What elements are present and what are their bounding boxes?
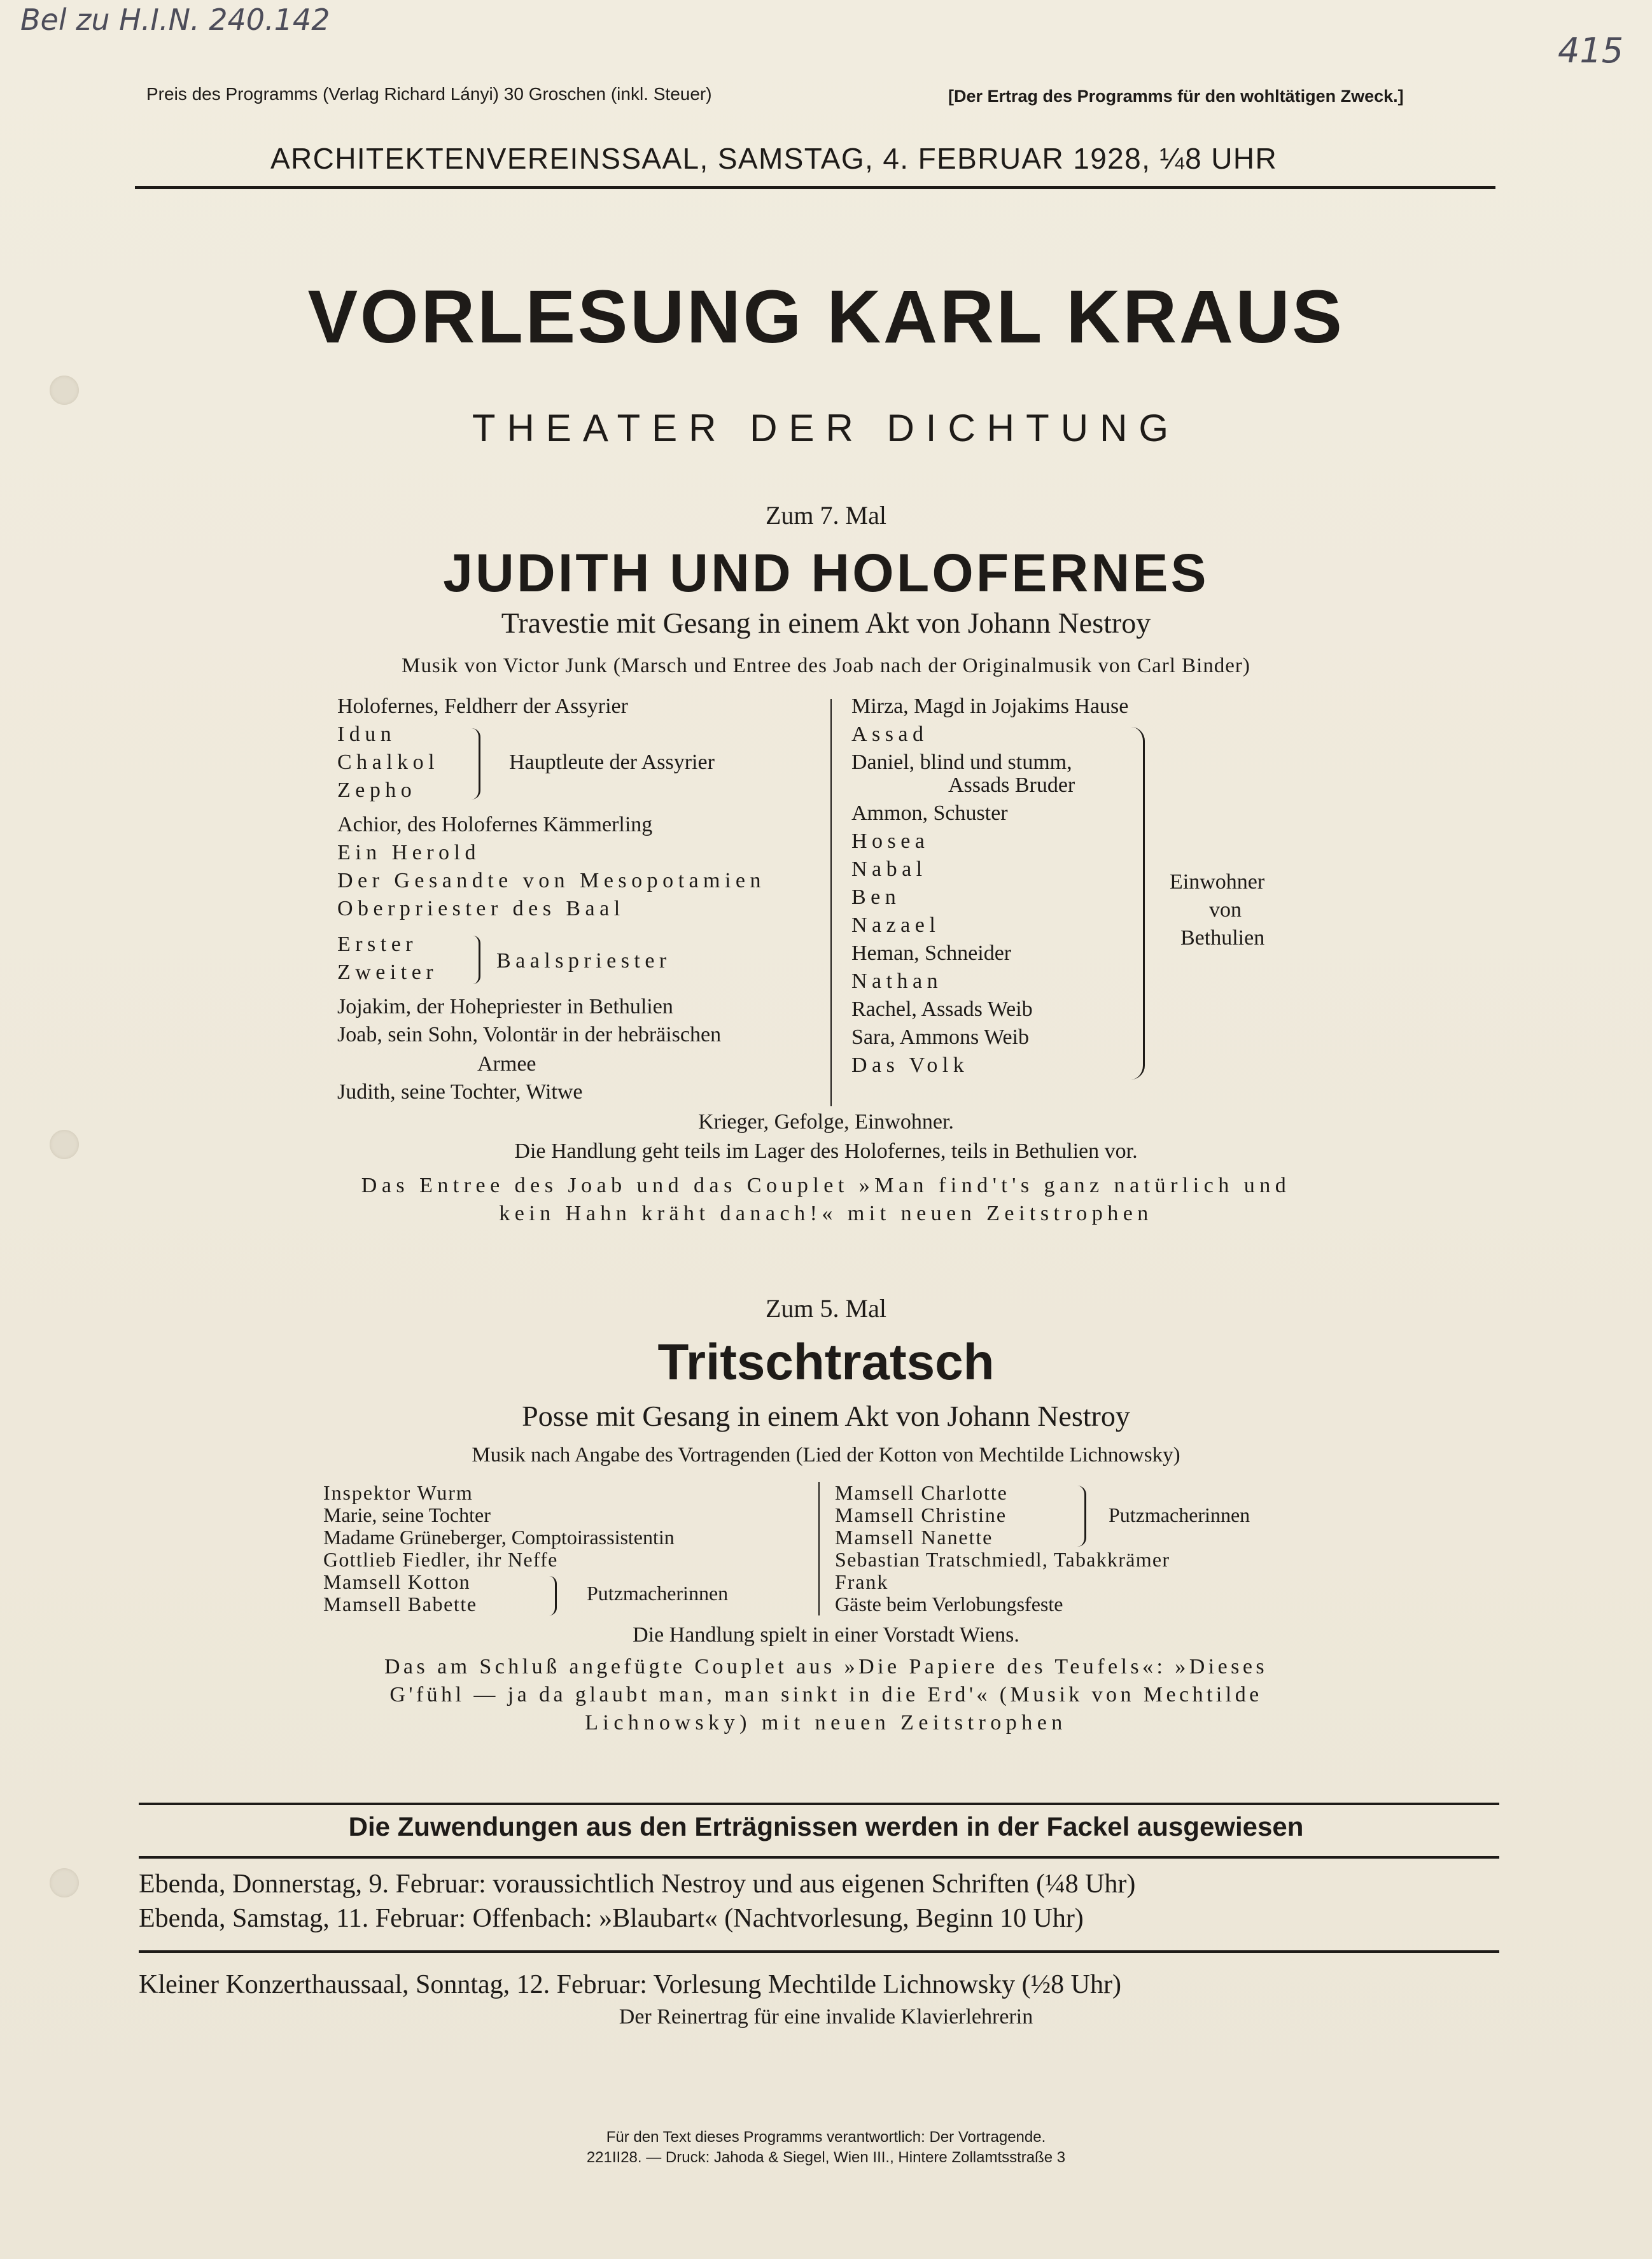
cast-heman: Heman, Schneider [851, 941, 1012, 965]
play1-music: Musik von Victor Junk (Marsch und Entree des Joab nach der Originalmusik von Carl Binder) [402, 654, 1250, 677]
imprint-line-1: Für den Text dieses Programms verantwortlich: Der Vortragende. [606, 2129, 1046, 2146]
play1-count: Zum 7. Mal [766, 501, 886, 530]
brace-putz-left [547, 1576, 557, 1615]
cast-mirza: Mirza, Magd in Jojakims Hause [851, 694, 1129, 718]
cast-nanette: Mamsell Nanette [835, 1526, 993, 1549]
cast-erster: Erster [337, 932, 418, 956]
event-3-note: Der Reinertrag für eine invalide Klavierlehrerin [619, 2005, 1033, 2029]
footer-rule-bottom [139, 1950, 1499, 1953]
play2-couplet-1: Das am Schluß angefügte Couplet aus »Die Papiere des Teufels«: »Dieses [384, 1655, 1268, 1678]
play1-title: JUDITH UND HOLOFERNES [443, 543, 1209, 603]
page-number: 415 [1558, 31, 1624, 71]
cast-nabal: Nabal [851, 857, 927, 881]
group-putz-right: Putzmacherinnen [1109, 1503, 1250, 1526]
cast-zweiter: Zweiter [337, 961, 438, 984]
cast-kotton: Mamsell Kotton [323, 1570, 471, 1593]
brace-captains [470, 728, 480, 799]
play1-couplet-2: kein Hahn kräht danach!« mit neuen Zeitstrophen [499, 1202, 1153, 1225]
cast-oberpriester: Oberpriester des Baal [337, 897, 625, 920]
cast-idun: Idun [337, 722, 396, 746]
play2-setting: Die Handlung spielt in einer Vorstadt Wiens. [633, 1623, 1019, 1647]
cast-joab: Joab, sein Sohn, Volontär in der hebräischen [337, 1023, 722, 1046]
cast-wurm: Inspektor Wurm [323, 1481, 473, 1504]
brace-priests [471, 936, 480, 984]
cast-daniel-cont: Assads Bruder [948, 773, 1075, 797]
imprint-line-2: 221II28. — Druck: Jahoda & Siegel, Wien III., Hintere Zollamtsstraße 3 [586, 2149, 1066, 2166]
cast-babette: Mamsell Babette [323, 1593, 477, 1615]
group-inhabitants-3: Bethulien [1180, 926, 1265, 950]
cast-sara: Sara, Ammons Weib [851, 1025, 1030, 1049]
cast-joab-cont: Armee [477, 1052, 536, 1076]
archive-mark: Bel zu H.I.N. 240.142 [20, 3, 330, 37]
brace-inhabitants [1129, 727, 1145, 1080]
proceeds-note: [Der Ertrag des Programms für den wohltätigen Zweck.] [948, 87, 1404, 106]
price-note: Preis des Programms (Verlag Richard Lányi) 30 Groschen (inkl. Steuer) [146, 84, 712, 104]
punch-hole-bottom [50, 1868, 79, 1897]
footer-rule-top [139, 1803, 1499, 1805]
cast-nazael: Nazael [851, 913, 941, 937]
cast-nathan: Nathan [851, 969, 943, 993]
brace-putz-right [1075, 1486, 1086, 1547]
cast-hosea: Hosea [851, 829, 930, 853]
donations-note: Die Zuwendungen aus den Erträgnissen werden in der Fackel ausgewiesen [348, 1812, 1304, 1841]
cast-gesandte: Der Gesandte von Mesopotamien [337, 869, 766, 892]
event-2: Ebenda, Samstag, 11. Februar: Offenbach: »Blaubart« (Nachtvorlesung, Beginn 10 Uhr) [139, 1904, 1084, 1933]
event-1: Ebenda, Donnerstag, 9. Februar: voraussichtlich Nestroy und aus eigenen Schriften (¼8 Uhr) [139, 1869, 1136, 1899]
cast-herold: Ein Herold [337, 841, 480, 864]
play2-count: Zum 5. Mal [766, 1294, 886, 1323]
cast-gottlieb: Gottlieb Fiedler, ihr Neffe [323, 1548, 558, 1571]
cast-volk: Das Volk [851, 1053, 969, 1077]
play2-genre: Posse mit Gesang in einem Akt von Johann Nestroy [522, 1400, 1130, 1432]
cast-chalkol: Chalkol [337, 750, 440, 774]
cast-sebastian: Sebastian Tratschmiedl, Tabakkrämer [835, 1548, 1170, 1571]
group-priests: Baalspriester [496, 949, 671, 973]
cast-jojakim: Jojakim, der Hohepriester in Bethulien [337, 995, 673, 1018]
header-rule [135, 186, 1495, 189]
play1-cast-divider [830, 699, 832, 1106]
cast-marie: Marie, seine Tochter [323, 1503, 491, 1526]
event-3: Kleiner Konzerthaussaal, Sonntag, 12. Februar: Vorlesung Mechtilde Lichnowsky (½8 Uhr) [139, 1970, 1121, 1999]
group-putz-left: Putzmacherinnen [587, 1582, 729, 1605]
group-inhabitants-2: von [1209, 898, 1242, 922]
cast-ben: Ben [851, 885, 901, 909]
subtitle: THEATER DER DICHTUNG [472, 407, 1180, 449]
cast-zepho: Zepho [337, 778, 417, 802]
play2-title: Tritschtratsch [657, 1334, 995, 1390]
cast-frank: Frank [835, 1570, 889, 1593]
play1-setting: Die Handlung geht teils im Lager des Holofernes, teils in Bethulien vor. [514, 1139, 1138, 1163]
play2-couplet-2: G'fühl — ja da glaubt man, man sinkt in die Erd'« (Musik von Mechtilde [389, 1683, 1263, 1707]
play2-couplet-3: Lichnowsky) mit neuen Zeitstrophen [585, 1711, 1067, 1735]
cast-assad: Assad [851, 722, 928, 746]
cast-christine: Mamsell Christine [835, 1503, 1007, 1526]
play1-couplet-1: Das Entree des Joab und das Couplet »Man find't's ganz natürlich und [361, 1174, 1291, 1197]
group-inhabitants-1: Einwohner [1170, 870, 1265, 894]
cast-holofernes: Holofernes, Feldherr der Assyrier [337, 694, 628, 718]
play2-cast-divider [818, 1482, 820, 1615]
cast-daniel: Daniel, blind und stumm, [851, 750, 1072, 774]
play1-genre: Travestie mit Gesang in einem Akt von Johann Nestroy [501, 607, 1151, 639]
cast-gaeste: Gäste beim Verlobungsfeste [835, 1593, 1063, 1615]
cast-achior: Achior, des Holofernes Kämmerling [337, 813, 653, 836]
cast-charlotte: Mamsell Charlotte [835, 1481, 1008, 1504]
punch-hole-top [50, 376, 79, 405]
cast-rachel: Rachel, Assads Weib [851, 997, 1033, 1021]
cast-grueneberger: Madame Grüneberger, Comptoirassistentin [323, 1526, 675, 1549]
cast-ammon: Ammon, Schuster [851, 801, 1008, 825]
play1-extras: Krieger, Gefolge, Einwohner. [698, 1110, 954, 1134]
page-title: VORLESUNG KARL KRAUS [307, 275, 1345, 359]
group-captains: Hauptleute der Assyrier [509, 750, 715, 774]
cast-judith: Judith, seine Tochter, Witwe [337, 1080, 583, 1104]
footer-rule-middle [139, 1856, 1499, 1859]
play2-music: Musik nach Angabe des Vortragenden (Lied der Kotton von Mechtilde Lichnowsky) [472, 1444, 1180, 1467]
venue-line: ARCHITEKTENVEREINSSAAL, SAMSTAG, 4. FEBRUAR 1928, ¼8 UHR [270, 142, 1278, 175]
